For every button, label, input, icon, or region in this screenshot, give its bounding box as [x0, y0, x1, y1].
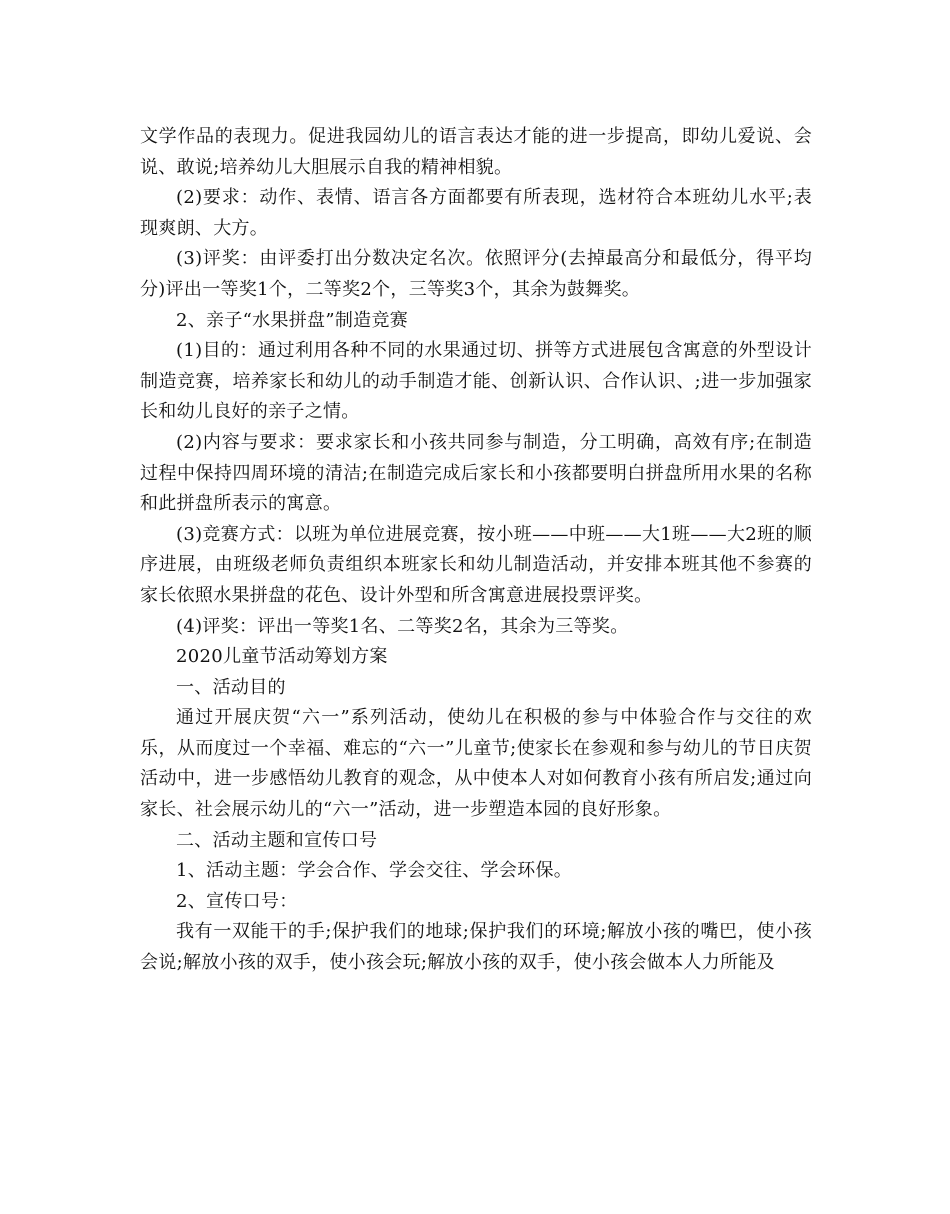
- paragraph-slogan-heading: 2、宣传口号：: [176, 890, 298, 912]
- plan-title: 2020儿童节活动筹划方案: [176, 646, 388, 668]
- paragraph-requirements: (2)要求：动作、表情、语言各方面都要有所表现，选材符合本班幼儿水平;表现爽朗、大方。: [140, 187, 812, 239]
- section-heading-goals: 一、活动目的: [176, 676, 286, 698]
- paragraph-purpose: (1)目的：通过利用各种不同的水果通过切、拼等方式进展包含寓意的外型设计制造竞赛，培养家长和幼儿的动手制造才能、创新认识、合作认识、;进一步加强家长和幼儿良好的亲子之情。: [140, 340, 812, 423]
- section-heading-theme-slogan: 二、活动主题和宣传口号: [176, 829, 378, 851]
- paragraph-slogans: 我有一双能干的手;保护我们的地球;保护我们的环境;解放小孩的嘴巴，使小孩会说;解放小孩的双手，使小孩会玩;解放小孩的双手，使小孩会做本人力所能及: [140, 921, 812, 974]
- paragraph-goals: 通过开展庆贺“六一”系列活动，使幼儿在积极的参与中体验合作与交往的欢乐，从而度过一个幸福、难忘的“六一”儿童节;使家长在参观和参与幼儿的节日庆贺活动中，进一步感悟幼儿教育的观念，从中使本人对如何教育小孩有所启发;通过向家长、社会展示幼儿的“六一”活动，进一步塑造本园的良好形象。: [140, 707, 812, 821]
- paragraph-theme: 1、活动主题：学会合作、学会交往、学会环保。: [176, 860, 573, 882]
- paragraph-continuation: 文学作品的表现力。促进我园幼儿的语言表达才能的进一步提高，即幼儿爱说、会说、敢说;培养幼儿大胆展示自我的精神相貌。: [140, 126, 812, 178]
- document-body: [140, 122, 812, 979]
- paragraph-content-requirements: (2)内容与要求：要求家长和小孩共同参与制造，分工明确，高效有序;在制造过程中保持四周环境的清洁;在制造完成后家长和小孩都要明白拼盘所用水果的名称和此拼盘所表示的寓意。: [140, 431, 812, 515]
- paragraph-awards-2: (4)评奖：评出一等奖1名、二等奖2名，其余为三等奖。: [176, 615, 629, 637]
- section-heading-fruit-platter: 2、亲子“水果拼盘”制造竞赛: [176, 309, 409, 331]
- paragraph-competition-method: (3)竞赛方式：以班为单位进展竞赛，按小班——中班——大1班——大2班的顺序进展，由班级老师负责组织本班家长和幼儿制造活动，并安排本班其他不参赛的家长依照水果拼盘的花色、设计外型和所含寓意进展投票评奖。: [140, 523, 812, 606]
- paragraph-awards: (3)评奖：由评委打出分数决定名次。依照评分(去掉最高分和最低分，得平均分)评出一等奖1个，二等奖2个，三等奖3个，其余为鼓舞奖。: [140, 248, 812, 300]
